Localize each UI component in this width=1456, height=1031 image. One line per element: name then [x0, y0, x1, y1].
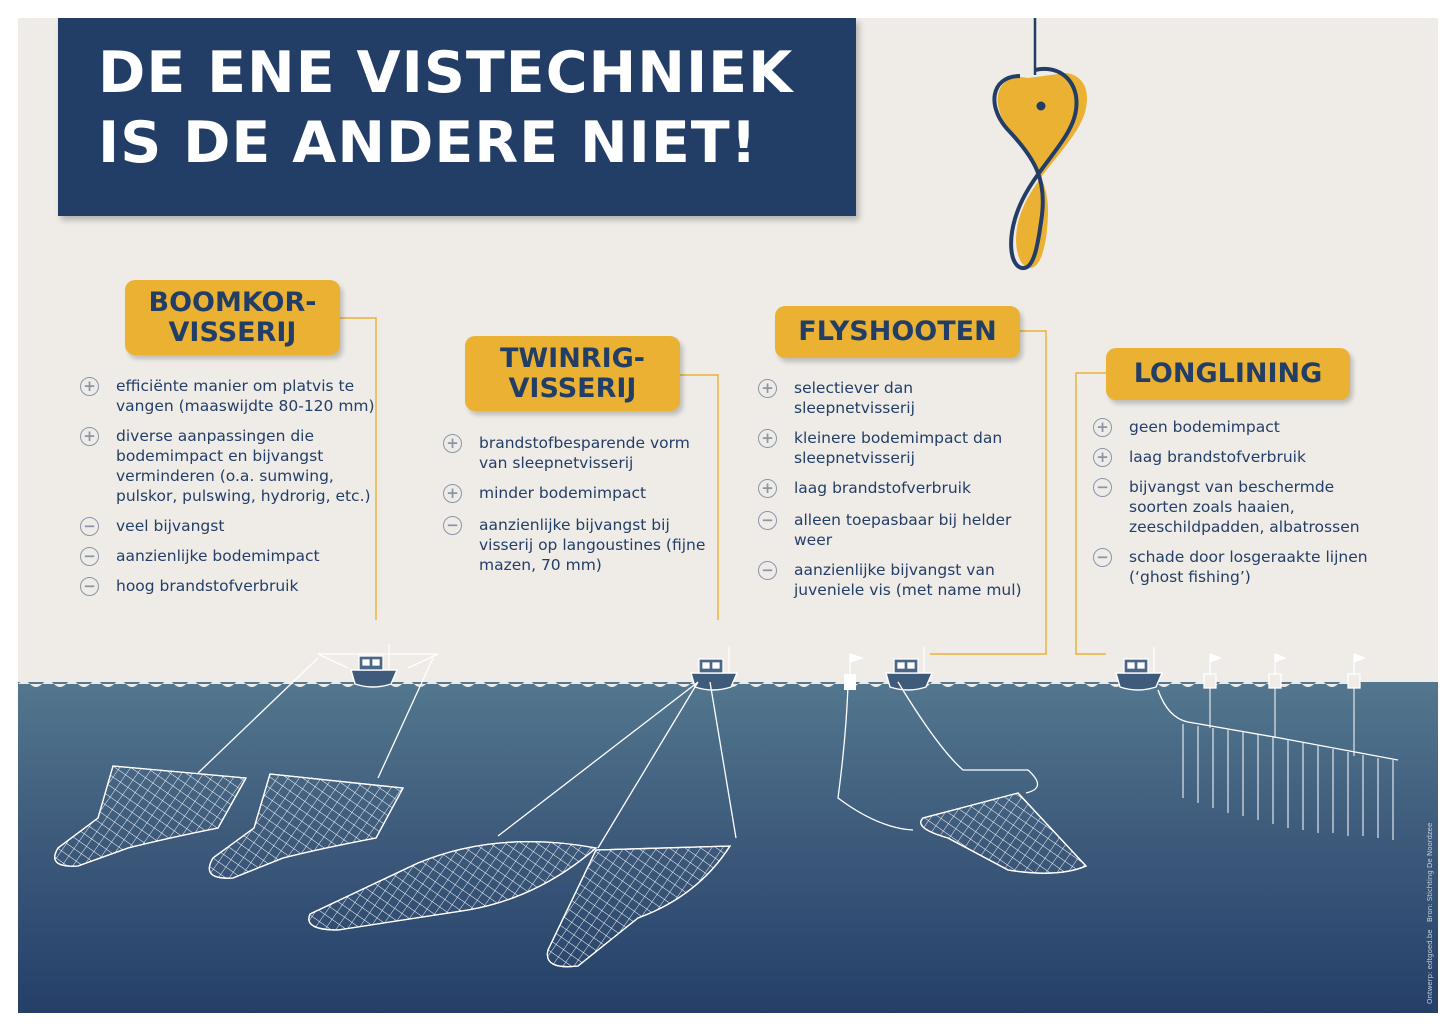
plus-icon: + [758, 479, 777, 498]
title-line-2: IS DE ANDERE NIET! [98, 110, 758, 176]
fishing-gear-illustration [18, 18, 1438, 1013]
technique-name: LONGLINING [1133, 358, 1323, 390]
list-item: − aanzienlijke bijvangst van juveniele vis (met name mul) [758, 560, 1038, 600]
minus-icon: − [80, 517, 99, 536]
technique-name-line2: VISSERIJ [508, 372, 637, 404]
plus-icon: + [1093, 448, 1112, 467]
list-item: + minder bodemimpact [443, 483, 713, 503]
list-item: + brandstofbesparende vorm van sleepnetvisserij [443, 433, 713, 473]
list-item: + geen bodemimpact [1093, 417, 1378, 437]
minus-icon: − [758, 511, 777, 530]
design-credit: Ontwerp: edtgoed.be [1426, 929, 1434, 1004]
poster [18, 18, 1438, 1013]
list-item: − aanzienlijke bodemimpact [80, 546, 380, 566]
list-item: + efficiënte manier om platvis te vangen (maaswijdte 80-120 mm) [80, 376, 380, 416]
title-line-1: DE ENE VISTECHNIEK [98, 40, 794, 106]
list-item: + kleinere bodemimpact dan sleepnetvisserij [758, 428, 1038, 468]
technique-name: FLYSHOOTEN [798, 316, 997, 348]
minus-icon: − [758, 561, 777, 580]
technique-name-line1: BOOMKOR- [148, 287, 317, 319]
plus-icon: + [80, 377, 99, 396]
plus-icon: + [758, 379, 777, 398]
plus-icon: + [1093, 418, 1112, 437]
minus-icon: − [80, 577, 99, 596]
list-item: − aanzienlijke bijvangst bij visserij op langoustines (fijne mazen, 70 mm) [443, 515, 713, 575]
list-item: + laag brandstofverbruik [758, 478, 1038, 498]
list-item: − hoog brandstofverbruik [80, 576, 380, 596]
list-item: − veel bijvangst [80, 516, 380, 536]
list-item: + laag brandstofverbruik [1093, 447, 1378, 467]
technique-name-line1: TWINRIG- [499, 343, 646, 375]
list-item: − alleen toepasbaar bij helder weer [758, 510, 1038, 550]
list-item: − schade door losgeraakte lijnen (‘ghost fishing’) [1093, 547, 1378, 587]
minus-icon: − [443, 516, 462, 535]
list-item: + diverse aanpassingen die bodemimpact en bijvangst verminderen (o.a. sumwing, pulskor, pulswing, hydrorig, etc.) [80, 426, 380, 506]
list-item: − bijvangst van beschermde soorten zoals haaien, zeeschildpadden, albatrossen [1093, 477, 1378, 537]
minus-icon: − [1093, 548, 1112, 567]
plus-icon: + [80, 427, 99, 446]
minus-icon: − [80, 547, 99, 566]
plus-icon: + [443, 434, 462, 453]
source-credit: Bron: Stichting De Noordzee [1426, 822, 1434, 922]
list-item: + selectiever dan sleepnetvisserij [758, 378, 1038, 418]
plus-icon: + [443, 484, 462, 503]
minus-icon: − [1093, 478, 1112, 497]
technique-name-line2: VISSERIJ [168, 316, 297, 348]
plus-icon: + [758, 429, 777, 448]
